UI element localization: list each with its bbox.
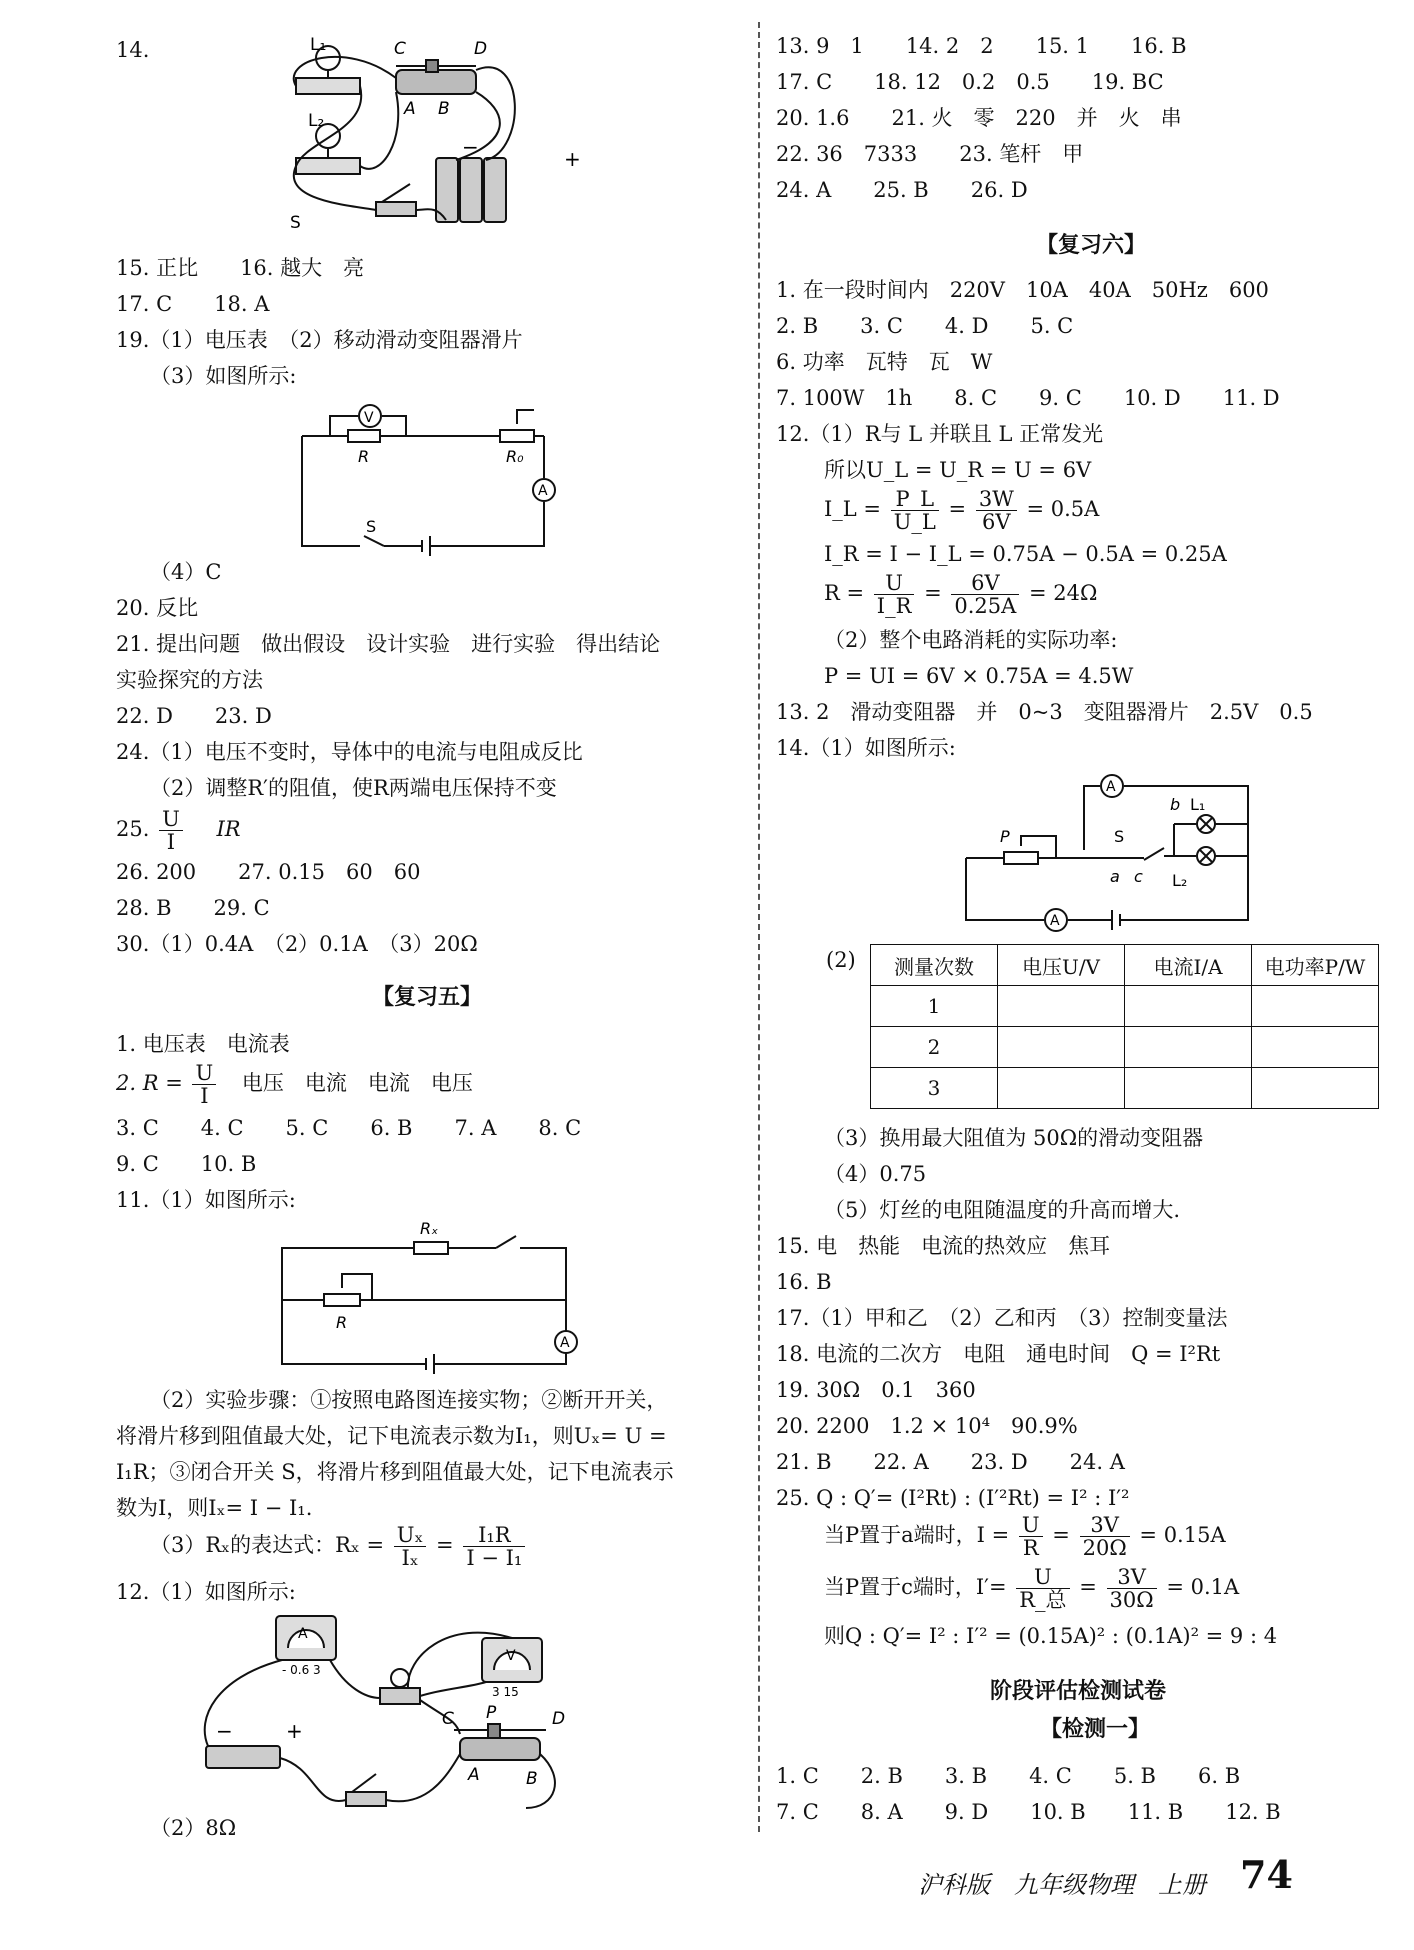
q14-label: 14. (116, 38, 150, 62)
s12-e (824, 572, 1097, 617)
s25-b-eq: = (1052, 1523, 1070, 1548)
q26: 26. 200 27. 0.15 60 60 (116, 860, 421, 884)
r5-2 (116, 1062, 473, 1107)
table-cell (1125, 986, 1252, 1027)
s25-c-label: 当P置于c端时，I′= (824, 1575, 1007, 1600)
q24-2: （2）调整R′的阻值，使R两端电压保持不变 (150, 776, 557, 800)
d14-label-b: B (438, 99, 450, 119)
column-divider (758, 22, 760, 1832)
s12-c-rest: = 0.5A (1026, 497, 1100, 522)
d19-label-s: S (366, 517, 377, 536)
s25-c-n1: U (1016, 1566, 1069, 1589)
s12-c-n2: 3W (976, 488, 1017, 511)
s14-3: （3）换用最大阻值为 50Ω的滑动变阻器 (824, 1126, 1204, 1150)
d14-label-plus: + (564, 147, 581, 171)
q21-a: 21. 提出问题 做出假设 设计实验 进行实验 得出结论 (116, 632, 661, 656)
s12-e-label: R = (824, 581, 865, 606)
r5-2-num: U (192, 1062, 216, 1085)
s12-d: I_R = I − I_L = 0.75A − 0.5A = 0.25A (824, 542, 1227, 566)
diagram-q14-circuit (286, 30, 586, 248)
d12-label-plus: + (286, 1719, 303, 1743)
d11-label-a: A (560, 1335, 570, 1351)
diagram-q19-circuit (300, 396, 560, 556)
d614-label-a-small: a (1110, 867, 1120, 886)
d12-scale-a: - 0.6 3 (282, 1663, 321, 1677)
s18: 18. 电流的二次方 电阻 通电时间 Q = I²Rt (776, 1342, 1221, 1366)
t7: 7. C 8. A 9. D 10. B 11. B 12. B (776, 1800, 1281, 1824)
table-row (871, 1027, 1379, 1068)
table-header-row (871, 945, 1379, 986)
d12-label-a: A (298, 1626, 308, 1642)
r5-2-label: 2. R = (116, 1071, 183, 1096)
r5-11-3-d1: Iₓ (401, 1546, 419, 1571)
d19-label-v: V (364, 410, 374, 426)
d12-label-a2: A (468, 1765, 480, 1785)
r5-11-3-n2: I₁R (463, 1524, 525, 1547)
d12-label-minus: − (216, 1719, 233, 1743)
r5-1: 1. 电压表 电流表 (116, 1032, 290, 1056)
table-header-cell: 电流I/A (1125, 945, 1252, 986)
d14-label-d: D (474, 39, 488, 59)
s25-b-label: 当P置于a端时，I = (824, 1523, 1010, 1548)
d614-label-p: P (1000, 827, 1010, 846)
d614-label-b: b (1170, 795, 1181, 814)
d14-label-s: S (290, 213, 301, 233)
q15: 15. 正比 16. 越大 亮 (116, 256, 365, 280)
s25-c-frac1 (1016, 1566, 1069, 1611)
stage-title: 阶段评估检测试卷 (990, 1678, 1167, 1704)
s25-c (824, 1566, 1239, 1611)
d14-label-a: A (404, 99, 416, 119)
s12-b: 所以U_L = U_R = U = 6V (824, 458, 1092, 482)
r20: 20. 1.6 21. 火 零 220 并 火 串 (776, 106, 1182, 130)
s12-c-d2: 6V (982, 510, 1011, 535)
s12-c-label: I_L = (824, 497, 882, 522)
d614-label-c: c (1134, 867, 1143, 886)
s12-e-d2: 0.25A (954, 594, 1017, 619)
r13: 13. 9 1 14. 2 2 15. 1 16. B (776, 34, 1187, 58)
q25-rest: IR (216, 817, 241, 842)
s12-2b: P = UI = 6V × 0.75A = 4.5W (824, 664, 1134, 688)
d614-label-s: S (1114, 827, 1125, 846)
footer-text: 沪科版 九年级物理 上册 (918, 1871, 1206, 1899)
d14-label-c: C (394, 39, 406, 59)
d11-label-r: R (336, 1313, 348, 1332)
d14-label-l1: L₁ (310, 35, 327, 55)
d12-label-c: C (442, 1709, 454, 1729)
s21: 21. B 22. A 23. D 24. A (776, 1450, 1125, 1474)
d19-label-a: A (538, 483, 548, 499)
s12-c-frac1 (891, 488, 939, 533)
r5-2-den: I (200, 1084, 209, 1109)
s15: 15. 电 热能 电流的热效应 焦耳 (776, 1234, 1111, 1258)
d12-scale-v: 3 15 (492, 1685, 519, 1699)
s25-c-d2: 30Ω (1109, 1588, 1154, 1613)
r5-11-2a: （2）实验步骤：①按照电路图连接实物；②断开开关， (150, 1388, 668, 1412)
d14-label-minus: − (462, 135, 479, 159)
d12-label-p: P (486, 1703, 497, 1723)
r5-11-3 (150, 1524, 528, 1569)
diagram-r5-11-circuit (280, 1218, 570, 1378)
s12-e-eq: = (924, 581, 942, 606)
s25-b-rest: = 0.15A (1139, 1523, 1226, 1548)
s19: 19. 30Ω 0.1 360 (776, 1378, 976, 1402)
s13: 13. 2 滑动变阻器 并 0~3 变阻器滑片 2.5V 0.5 (776, 700, 1313, 724)
q22: 22. D 23. D (116, 704, 272, 728)
table-cell (1252, 986, 1379, 1027)
r5-11-3-d2: I − I₁ (466, 1546, 523, 1571)
r17: 17. C 18. 12 0.2 0.5 19. BC (776, 70, 1164, 94)
s12-2: （2）整个电路消耗的实际功率: (824, 628, 1118, 652)
s25-b-frac2 (1080, 1514, 1130, 1559)
s25: 25. Q : Q′= (I²Rt) : (I′²Rt) = I² : I′² (776, 1486, 1130, 1510)
r5-11-3-frac2 (463, 1524, 525, 1569)
table-cell (998, 986, 1125, 1027)
s14-2-label: (2) (826, 948, 856, 972)
s12-1: 12.（1）R与 L 并联且 L 正常发光 (776, 422, 1104, 446)
s17: 17.（1）甲和乙 （2）乙和丙 （3）控制变量法 (776, 1306, 1228, 1330)
page-number: 74 (1240, 1852, 1293, 1897)
table-cell: 3 (871, 1068, 998, 1109)
r5-11-2d: 数为I，则Iₓ= I − I₁. (116, 1496, 313, 1520)
q25-den: I (166, 830, 176, 855)
s12-e-rest: = 24Ω (1029, 581, 1098, 606)
table-header-cell: 电功率P/W (1252, 945, 1379, 986)
table-header-cell: 电压U/V (998, 945, 1125, 986)
r5-11-2c: I₁R；③闭合开关 S，将滑片移到阻值最大处，记下电流表示 (116, 1460, 674, 1484)
q25-num: U (159, 808, 183, 831)
s12-e-n1: U (874, 572, 915, 595)
review6-title: 【复习六】 (1036, 232, 1147, 258)
q25-fraction (159, 808, 183, 853)
s25-b-n1: U (1019, 1514, 1043, 1537)
s25-c-n2: 3V (1107, 1566, 1157, 1589)
table-cell (1252, 1068, 1379, 1109)
s20: 20. 2200 1.2 × 10⁴ 90.9% (776, 1414, 1078, 1438)
d19-label-r: R (358, 447, 370, 466)
table-cell (998, 1068, 1125, 1109)
q19-1: 19.（1）电压表 （2）移动滑动变阻器滑片 (116, 328, 523, 352)
d12-label-d: D (552, 1709, 566, 1729)
d614-label-l2: L₂ (1172, 871, 1188, 890)
table-cell: 2 (871, 1027, 998, 1068)
d19-label-r0: R₀ (506, 447, 524, 466)
q25 (116, 808, 241, 853)
s12-e-frac1 (874, 572, 915, 617)
q21-b: 实验探究的方法 (116, 668, 263, 692)
r22: 22. 36 7333 23. 笔杆 甲 (776, 142, 1084, 166)
s25-b-n2: 3V (1080, 1514, 1130, 1537)
s25-c-eq: = (1079, 1575, 1097, 1600)
r24: 24. A 25. B 26. D (776, 178, 1028, 202)
s12-c-d1: U_L (893, 510, 936, 535)
q30: 30.（1）0.4A （2）0.1A （3）20Ω (116, 932, 478, 956)
diagram-r5-12-circuit (196, 1608, 576, 1818)
r5-9: 9. C 10. B (116, 1152, 257, 1176)
r5-11-3-n1: Uₓ (394, 1524, 427, 1547)
s7: 7. 100W 1h 8. C 9. C 10. D 11. D (776, 386, 1280, 410)
d14-label-l2: L₂ (308, 111, 325, 131)
r5-2-fraction (192, 1062, 216, 1107)
test1-title: 【检测一】 (1040, 1716, 1151, 1742)
d11-label-rx: Rₓ (420, 1219, 439, 1238)
q28: 28. B 29. C (116, 896, 270, 920)
table-cell (1252, 1027, 1379, 1068)
r5-11-3-eq: = (436, 1533, 454, 1558)
r5-11: 11.（1）如图所示: (116, 1188, 296, 1212)
q17: 17. C 18. A (116, 292, 270, 316)
table-cell (1125, 1068, 1252, 1109)
s16: 16. B (776, 1270, 832, 1294)
r5-11-3-frac1 (394, 1524, 427, 1569)
s12-e-d1: I_R (876, 594, 912, 619)
s2: 2. B 3. C 4. D 5. C (776, 314, 1074, 338)
s14: 14.（1）如图所示: (776, 736, 956, 760)
s25-c-d1: R_总 (1019, 1588, 1067, 1613)
d12-label-v: V (506, 1648, 516, 1664)
s14-5: （5）灯丝的电阻随温度的升高而增大. (824, 1198, 1181, 1222)
table-row (871, 986, 1379, 1027)
s25-c-rest: = 0.1A (1166, 1575, 1240, 1600)
s1: 1. 在一段时间内 220V 10A 40A 50Hz 600 (776, 278, 1269, 302)
s25-b (824, 1514, 1226, 1559)
q19-3: （3）如图所示: (150, 364, 297, 388)
review5-title: 【复习五】 (372, 984, 483, 1010)
q19-4: （4）C (150, 560, 222, 584)
s12-e-n2: 6V (951, 572, 1019, 595)
table-cell: 1 (871, 986, 998, 1027)
s25-b-d1: R (1022, 1536, 1039, 1561)
measurement-table (870, 944, 1379, 1109)
r5-11-3-label: （3）Rₓ的表达式：Rₓ = (150, 1533, 385, 1558)
t1: 1. C 2. B 3. B 4. C 5. B 6. B (776, 1764, 1241, 1788)
d12-label-b: B (526, 1769, 538, 1789)
r5-12-2: （2）8Ω (150, 1816, 237, 1840)
s25-b-d2: 20Ω (1082, 1536, 1127, 1561)
s25-d: 则Q : Q′= I² : I′² = (0.15A)² : (0.1A)² = 9 : 4 (824, 1624, 1278, 1648)
s12-c-n1: P_L (891, 488, 939, 511)
q20: 20. 反比 (116, 596, 199, 620)
table-row (871, 1068, 1379, 1109)
d614-label-a2: A (1050, 913, 1060, 929)
table-header-cell: 测量次数 (871, 945, 998, 986)
s12-c-frac2 (976, 488, 1017, 533)
q24-1: 24.（1）电压不变时，导体中的电流与电阻成反比 (116, 740, 583, 764)
s14-4: （4）0.75 (824, 1162, 927, 1186)
s12-c (824, 488, 1099, 533)
r5-3: 3. C 4. C 5. C 6. B 7. A 8. C (116, 1116, 582, 1140)
s12-c-eq: = (948, 497, 967, 522)
s25-c-frac2 (1107, 1566, 1157, 1611)
r5-2-rest: 电压 电流 电流 电压 (241, 1071, 473, 1096)
d614-label-a: A (1106, 779, 1116, 795)
s25-b-frac1 (1019, 1514, 1043, 1559)
r5-12: 12.（1）如图所示: (116, 1580, 296, 1604)
table-cell (1125, 1027, 1252, 1068)
s6: 6. 功率 瓦特 瓦 W (776, 350, 993, 374)
q25-label: 25. (116, 817, 150, 842)
d614-label-l1: L₁ (1190, 795, 1206, 814)
table-cell (998, 1027, 1125, 1068)
r5-11-2b: 将滑片移到阻值最大处，记下电流表示数为I₁，则Uₓ= U = (116, 1424, 667, 1448)
diagram-s14-circuit (964, 770, 1254, 930)
s12-e-frac2 (951, 572, 1019, 617)
